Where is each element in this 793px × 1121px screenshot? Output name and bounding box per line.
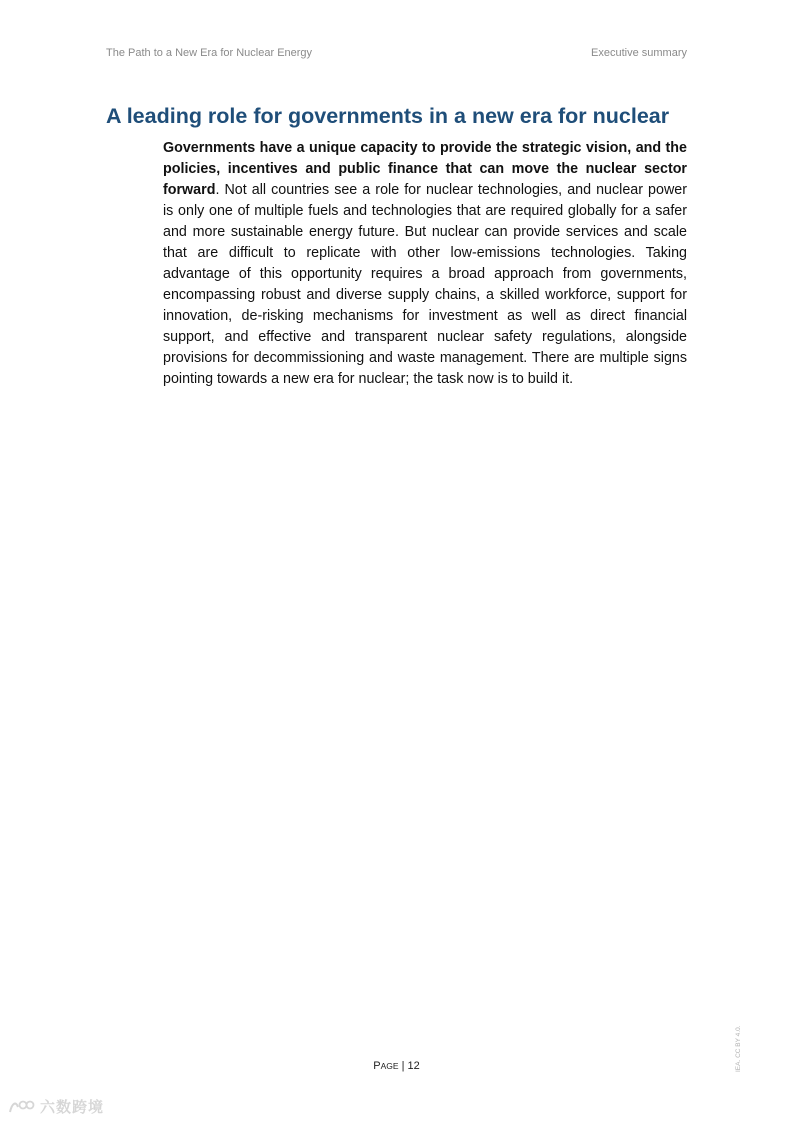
watermark-text: 六数跨境	[40, 1098, 105, 1116]
license-note: IEA. CC BY 4.0.	[735, 1025, 742, 1072]
page-footer	[0, 1060, 793, 1072]
page-number: 12	[407, 1060, 420, 1072]
page-label: PAGE	[373, 1060, 399, 1072]
watermark	[8, 1096, 104, 1117]
running-header-section: Executive summary	[591, 47, 687, 59]
running-header-title: The Path to a New Era for Nuclear Energy	[106, 47, 313, 59]
section-paragraph	[163, 138, 687, 390]
page-separator: |	[398, 1060, 408, 1072]
section-title: A leading role for governments in a new era for nuclear	[106, 104, 670, 128]
paragraph-body: . Not all countries see a role for nuclear technologies, and nuclear power is only one of multiple fuels and technologies that are required globally for a safer and more sustainable energy future. But nuclear can provide services and scale that are difficult to replicate with other low-emissions technologies. Taking advantage of this opportunity requires a broad approach from governments, encompassing robust and diverse supply chains, a skilled workforce, support for innovation, de-risking mechanisms for investment as well as direct financial support, and effective and transparent nuclear safety regulations, alongside provisions for decommissioning and waste management. There are multiple signs pointing towards a new era for nuclear; the task now is to build it.	[163, 182, 687, 387]
watermark-logo-icon	[8, 1099, 36, 1115]
paragraph-lead-bold: Governments have a unique capacity to provide the strategic vision, and the policies, incentives and public finance that can move the nuclear sector forward	[163, 140, 687, 198]
